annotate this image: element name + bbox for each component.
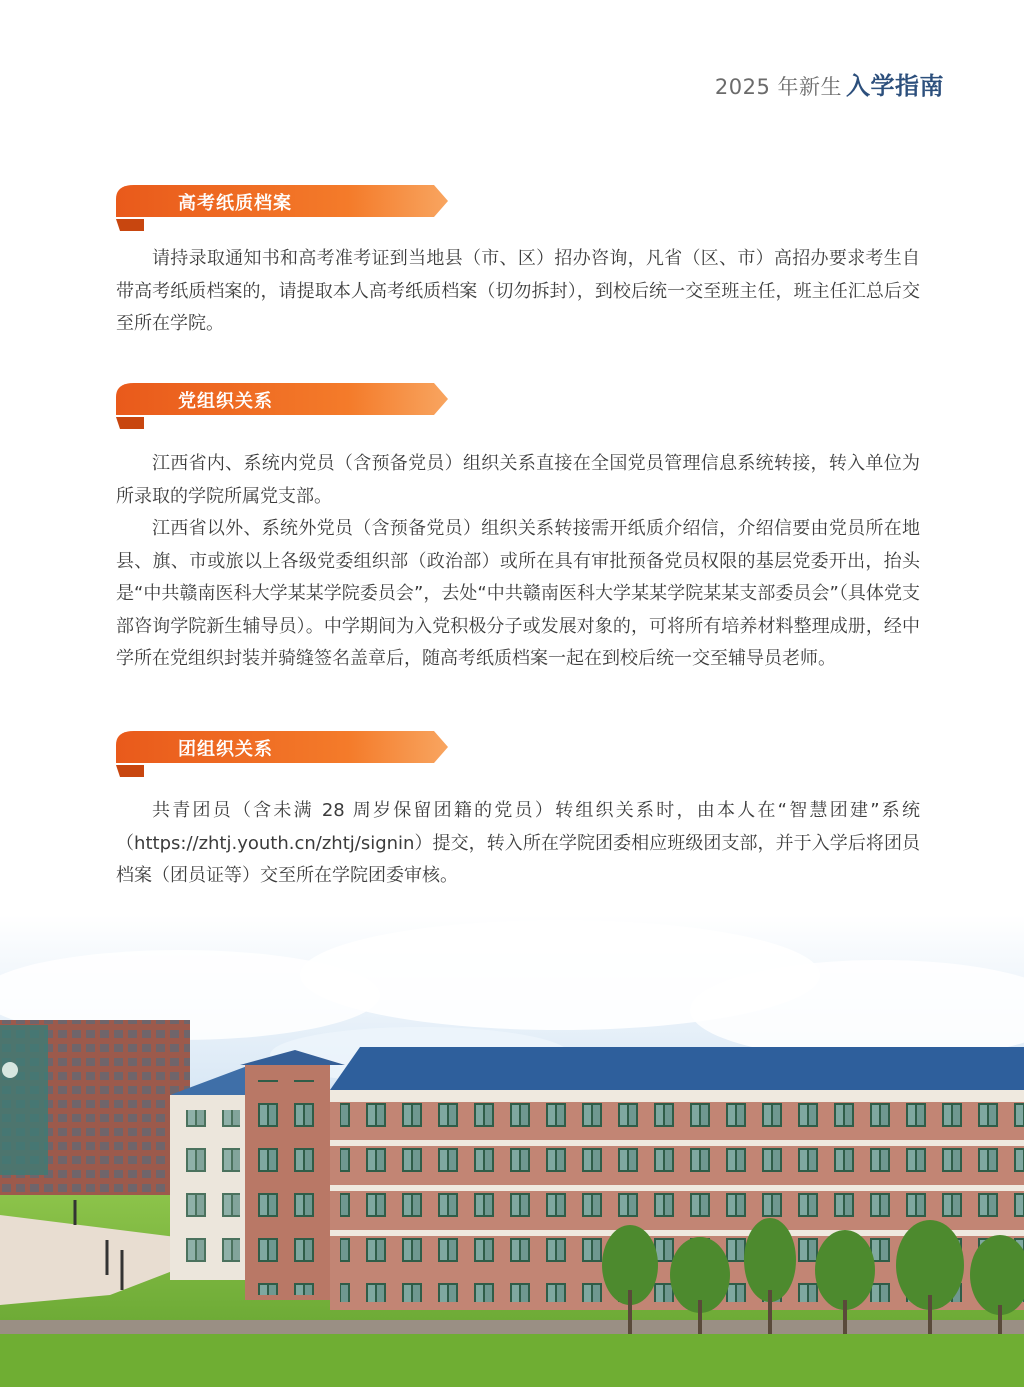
- banner-shape: [116, 383, 448, 433]
- section-title-text: 党组织关系: [178, 391, 273, 412]
- campus-photo: [0, 915, 1024, 1387]
- header-title: 入学指南: [846, 71, 944, 100]
- header-prefix: 2025 年新生: [714, 75, 842, 99]
- section-banner-league: [116, 731, 448, 765]
- section-title-text: 团组织关系: [178, 739, 273, 760]
- paragraph: 江西省以外、系统外党员（含预备党员）组织关系转接需开纸质介绍信，介绍信要由党员所在地县、旗、市或旅以上各级党委组织部（政治部）或所在具有审批预备党员权限的基层党委开出，抬头是“中共赣南医科大学某某学院委员会”，去处“中共赣南医科大学某某学院某某支部委员会”（具体党支部咨询学院新生辅导员）。中学期间为入党积极分子或发展对象的，可将所有培养材料整理成册，经中学所在党组织封装并骑缝签名盖章后，随高考纸质档案一起在到校后统一交至辅导员老师。: [116, 518, 920, 669]
- banner-shape: [116, 731, 448, 781]
- paragraph: 共青团员（含未满 28 周岁保留团籍的党员）转组织关系时，由本人在“智慧团建”系统（https://zhtj.youth.cn/zhtj/signin）提交，转入所在学院团委相应班级团支部，并于入学后将团员档案（团员证等）交至所在学院团委审核。: [116, 800, 920, 886]
- section-title-text: 高考纸质档案: [178, 193, 292, 214]
- section-body-league: [116, 795, 920, 893]
- section-body-party: [116, 448, 920, 676]
- section-body-archive: [116, 243, 920, 341]
- paragraph: 江西省内、系统内党员（含预备党员）组织关系直接在全国党员管理信息系统转接，转入单位为所录取的学院所属党支部。: [116, 453, 920, 507]
- paragraph: 请持录取通知书和高考准考证到当地县（市、区）招办咨询，凡省（区、市）高招办要求考生自带高考纸质档案的，请提取本人高考纸质档案（切勿拆封），到校后统一交至班主任，班主任汇总后交至所在学院。: [116, 248, 920, 334]
- page-header: [715, 66, 944, 101]
- section-banner-party: [116, 383, 448, 417]
- section-banner-archive: [116, 185, 448, 219]
